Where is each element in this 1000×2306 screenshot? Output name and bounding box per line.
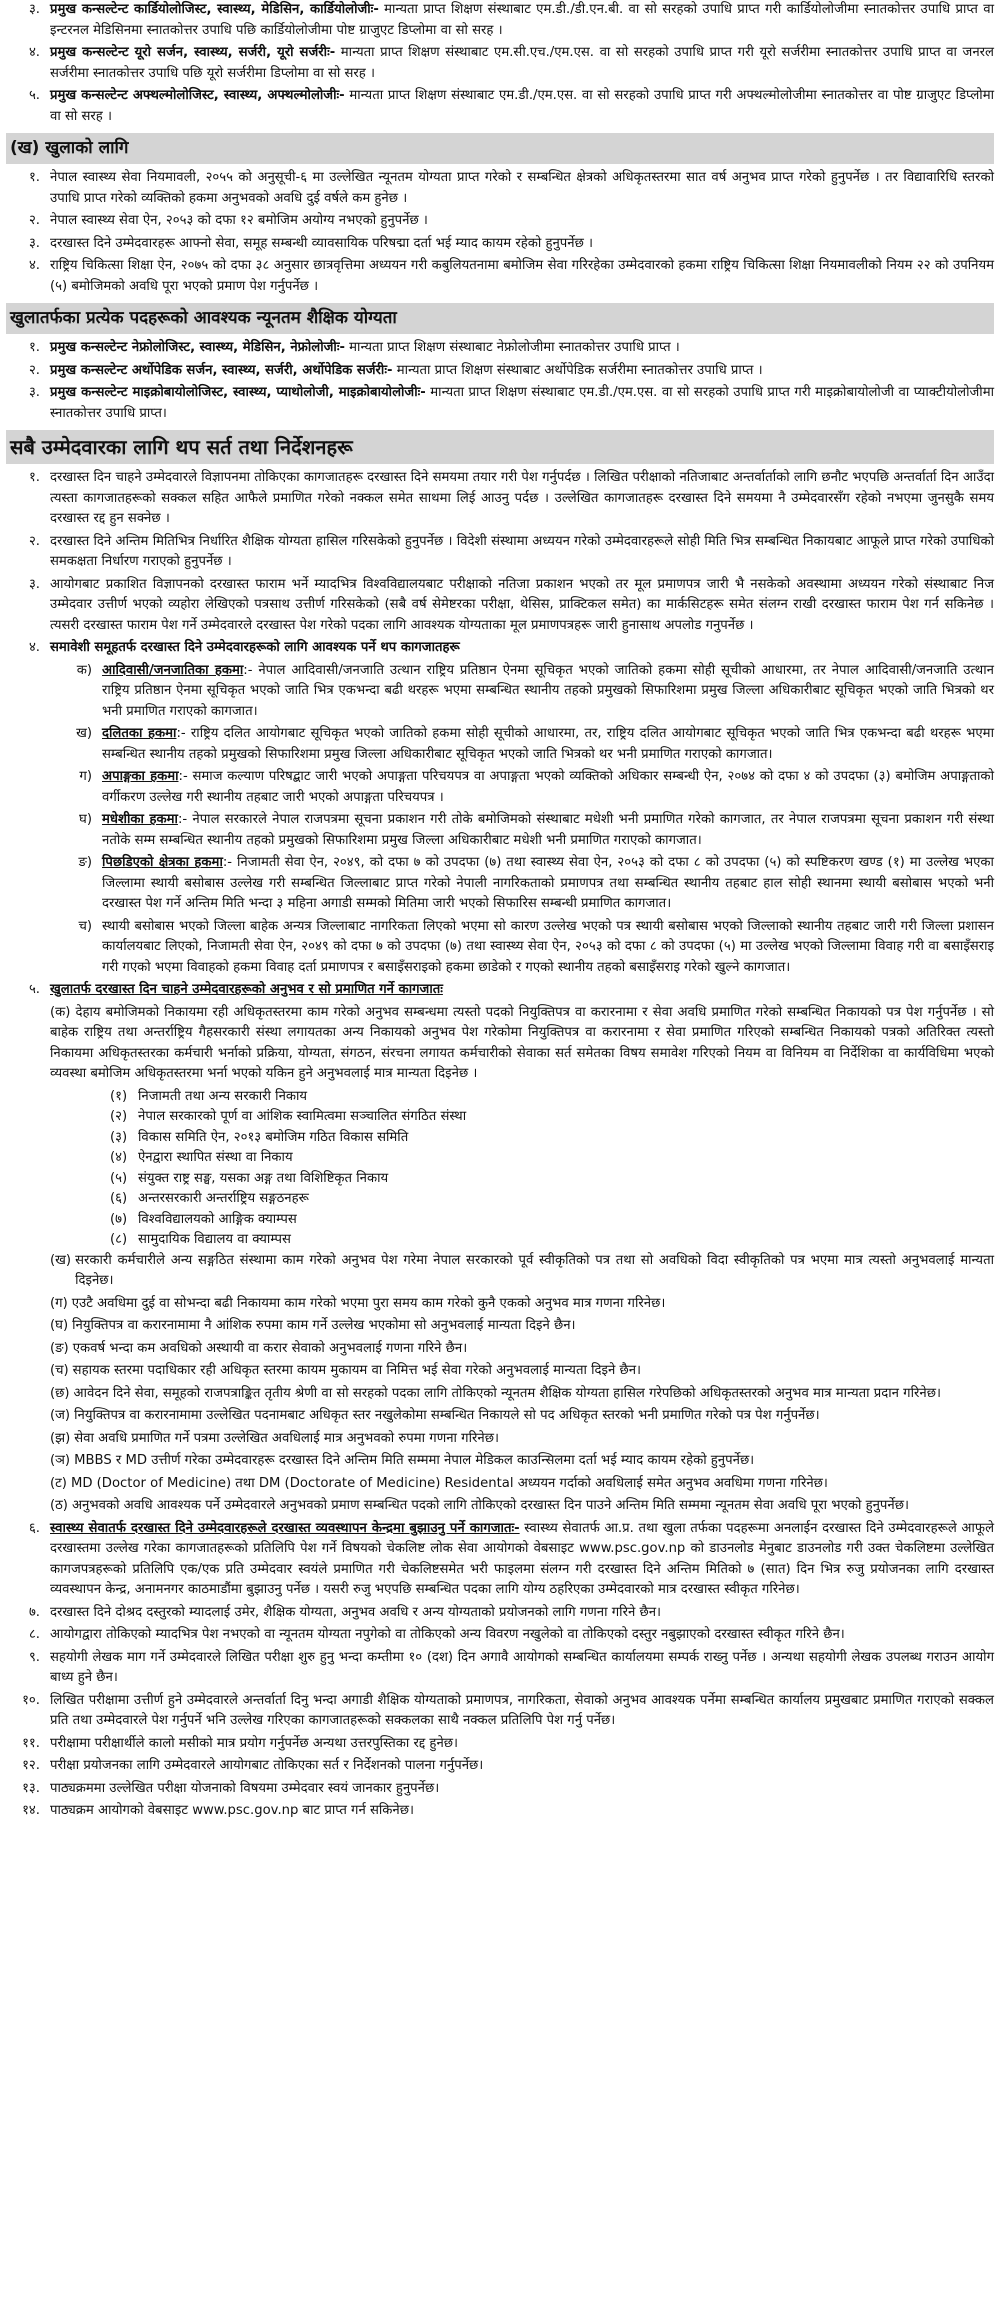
item-heading: प्रमुख कन्सल्टेन्ट यूरो सर्जन, स्वास्थ्य, सर्जरी, यूरो सर्जरीः- bbox=[50, 45, 336, 60]
org-item bbox=[110, 1087, 994, 1108]
org-item bbox=[110, 1107, 994, 1128]
list-number: ङ) bbox=[78, 855, 92, 870]
list-number: क) bbox=[76, 662, 92, 678]
item-text: सहायक स्तरमा पदाधिकार रही अधिकृत स्तरमा कायम मुकायम वा निमित्त भई सेवा गरेको अनुभवलाई मान्यता दिइने छैन। bbox=[72, 1363, 642, 1378]
list-number: २. bbox=[28, 362, 40, 378]
item-label: आदिवासी/जनजातिका हकमा bbox=[102, 662, 244, 678]
list-number: १. bbox=[28, 340, 40, 355]
general-instructions-heading: सबै उम्मेदवारका लागि थप सर्त तथा निर्देशनहरू bbox=[6, 430, 994, 464]
item-body: दरखास्त दिने दोश्रद दस्तुरको म्यादलाई उमेर, शैक्षिक योग्यता, अनुभव अवधि र अन्य योग्यताको प्रयोजनको लागि गणना गरिने छैन। bbox=[50, 1604, 662, 1620]
item-body: मान्यता प्राप्त शिक्षण संस्थाबाट एम.डी./एम.एस. वा सो सरहको उपाधि प्राप्त गरी अफ्थल्मोलोजीमा स्नातकोत्तर वा पोष्ट ग्राजुएट डिप्लोमा वा सो सरह । bbox=[50, 88, 994, 124]
list-text bbox=[102, 853, 994, 915]
item-text: सरकारी कर्मचारीले अन्य सङ्गठित संस्थामा काम गरेको अनुभव पेश गरेमा नेपाल सरकारको पूर्व स्वीकृतिको पत्र तथा सो अवधिको विदा स्वीकृतिको पत्र भएमा मात्र त्यस्तो अनुभवलाई मान्यता दिइनेछ। bbox=[75, 1252, 994, 1288]
item-number: (ख) bbox=[50, 1252, 72, 1268]
list-text bbox=[50, 1519, 994, 1601]
item-body: स्वास्थ्य सेवातर्फ आ.प्र. तथा खुला तर्फका पदहरूमा अनलाईन दरखास्त दिने उम्मेदवारहरूले आफूले दरखास्तमा उल्लेख गरेका कागजातहरूको प्रतिलिपि पेश गर्ने विषयको चेकलिष्ट लोक सेवा आयोगको वेबसाइट www.psc.gov.np को डाउनलोड मेनुबाट डाउनलोड गरी उक्त चेकलिष्टमा उल्लेखित कागजपत्रहरूको प्रतिलिपि एक/एक प्रति उम्मेदवार स्वयंले प्रमाणित गरी चेकलिष्टसमेत भरी फाइलमा संलग्न गरी दरखास्त दिने अन्तिम मितिको ७ (सात) दिन भित्र रुजु प्रयोजनका लागि दरखास्त व्यवस्थापन केन्द्र, अनामनगर काठमाडौंमा बुझाउनु पर्नेछ । यसरी रुजु भएपछि सम्बन्धित पदका लागि योग्य ठहरिएका उम्मेदवारको मात्र दरखास्त स्वीकृत गरिनेछ। bbox=[50, 1520, 995, 1597]
item-body: दरखास्त दिने अन्तिम मितिभित्र निर्धारित शैक्षिक योग्यता हासिल गरिसकेको हुनुपर्नेछ । विदेशी संस्थामा अध्ययन गरेको उम्मेदवारहरूले सोही मिति भित्र सम्बन्धित निकायबाट आफूले प्राप्त गरेको उपाधिको समकक्षता निर्धारण गराएको हुनुपर्नेछ । bbox=[50, 533, 994, 569]
item-number: (छ) bbox=[50, 1385, 70, 1401]
list-number: १३. bbox=[22, 1780, 40, 1796]
org-number: (४) bbox=[110, 1150, 128, 1165]
org-item bbox=[110, 1148, 994, 1169]
experience-item bbox=[50, 1429, 994, 1450]
item-heading: प्रमुख कन्सल्टेन्ट नेफ्रोलोजिस्ट, स्वास्थ्य, मेडिसिन, नेफ्रोलोजीः- bbox=[50, 340, 345, 355]
list-item bbox=[6, 1756, 994, 1777]
item-number: (च) bbox=[50, 1363, 69, 1378]
item-text: आवेदन दिने सेवा, समूहको राजपत्राङ्कित तृतीय श्रेणी वा सो सरहको पदका लागि तोकिएको न्यूनतम शैक्षिक योग्यता हासिल गरेपछिको अधिकृतस्तरको अनुभव मात्र मान्यता प्रदान गरिनेछ। bbox=[73, 1385, 941, 1401]
list-number: ५. bbox=[28, 88, 40, 103]
list-number: ५. bbox=[28, 982, 40, 997]
inclusive-heading-row bbox=[6, 638, 994, 659]
item-number: (ञ) bbox=[50, 1453, 71, 1468]
item-body: :- निजामती सेवा ऐन, २०४९, को दफा ७ को उपदफा (७) तथा स्वास्थ्य सेवा ऐन, २०५३ को दफा ८ को उपदफा (५) को स्पष्टिकरण खण्ड (१) मा उल्लेख भएका जिल्लामा स्थायी बसोबास उल्लेख गरी सम्बन्धित जिल्लाबाट प्राप्त गरेको नेपाली नागरिकताको प्रमाणपत्र तथा सम्बन्धित स्थानीय तहबाट हाल सोही स्थानमा स्थायी बसोबास भएको भनी दरखास्त पेश गर्ने अन्तिम मिति भन्दा ३ महिना अगाडी सम्मको मितिमा जारी भएको सिफारिस सम्बन्धी प्रमाणित कागजात। bbox=[102, 855, 994, 911]
item-text: अनुभवको अवधि आवश्यक पर्ने उम्मेदवारले अनुभवको प्रमाण सम्बन्धित पदको लागि तोकिएको दरखास्त दिन पाउने अन्तिम मिति सम्ममा न्यूनतम सेवा अवधि पूरा भएको हुनुपर्नेछ। bbox=[71, 1498, 909, 1513]
experience-item bbox=[50, 1294, 994, 1315]
experience-item bbox=[50, 1251, 994, 1292]
item-text: MBBS र MD उत्तीर्ण गरेका उम्मेदवारहरू दरखास्त दिने अन्तिम मिति सम्ममा नेपाल मेडिकल काउन्सिलमा दर्ता भई म्याद कायम रहेको हुनुपर्नेछ। bbox=[74, 1453, 755, 1468]
item-number: (ङ) bbox=[50, 1340, 69, 1356]
list-text bbox=[50, 1779, 994, 1800]
item-body: दरखास्त दिन चाहने उम्मेदवारले विज्ञापनमा तोकिएका कागजातहरू दरखास्त दिने समयमा तयार गरी पेश गर्नुपर्दछ । लिखित परीक्षाको नतिजाबाट अन्तर्वार्ताको लागि छनौट भएपछि अन्तर्वार्ता दिन आउँदा त्यस्ता कागजातहरूको सक्कल सहित आफैले प्रमाणित गरेको नक्कल समेत साथमा लिई आउनु पर्दछ । उल्लेखित कागजातहरू दरखास्त दिने समयमा नै उम्मेदवारसँग रहेको नभएमा जुनसुकै समय दरखास्त रद्द हुन सक्नेछ । bbox=[50, 470, 994, 526]
list-text bbox=[50, 1691, 994, 1732]
item-body: परीक्षा प्रयोजनका लागि उम्मेदवारले आयोगबाट तोकिएका सर्त र निर्देशनको पालना गर्नुपर्नेछ। bbox=[50, 1758, 484, 1773]
inclusive-list bbox=[6, 661, 994, 979]
org-number: (३) bbox=[110, 1129, 128, 1145]
list-number: ग) bbox=[79, 769, 92, 784]
experience-heading: खुलातर्फ दरखास्त दिन चाहने उम्मेदवारहरूको अनुभव र सो प्रमाणित गर्ने कागजातः bbox=[50, 982, 443, 997]
org-text: ऐनद्वारा स्थापित संस्था वा निकाय bbox=[138, 1150, 293, 1165]
org-number: (६) bbox=[110, 1191, 128, 1206]
item-body: :- नेपाल सरकारले नेपाल राजपत्रमा सूचना प्रकाशन गरी तोके बमोजिमको संस्थाबाट मधेशी भनी प्रमाणित गरेको कागजात, तर नेपाल राजपत्रमा सूचना प्रकाशन गरी संस्था नतोके सम्म सम्बन्धित स्थानीय तहको प्रमुखको सिफारिशमा प्रमुख जिल्ला अधिकारीबाट मधेशी भनी प्रमाणित गराएको कागजात। bbox=[102, 812, 994, 848]
list-item bbox=[6, 256, 994, 297]
list-item bbox=[6, 211, 994, 232]
org-item bbox=[110, 1128, 994, 1149]
list-text bbox=[50, 383, 994, 424]
org-list bbox=[6, 1087, 994, 1251]
list-text bbox=[50, 234, 994, 255]
list-text bbox=[50, 0, 994, 41]
item-text: सेवा अवधि प्रमाणित गर्ने पत्रमा उल्लेखित अवधिलाई मात्र अनुभवको रुपमा गणना गरिनेछ। bbox=[74, 1430, 499, 1446]
list-number: ४. bbox=[28, 258, 40, 273]
org-item bbox=[110, 1210, 994, 1231]
list-number: १४. bbox=[22, 1803, 40, 1818]
item-body: परीक्षामा परीक्षार्थीले कालो मसीको मात्र प्रयोग गर्नुपर्नेछ अन्यथा उत्तरपुस्तिका रद्द हुनेछ। bbox=[50, 1735, 459, 1751]
list-text bbox=[50, 1801, 994, 1822]
experience-ka-text: (क) देहाय बमोजिमको निकायमा रही अधिकृतस्तरमा काम गरेको अनुभव सम्बन्धमा त्यस्तो पदको नियुक्तिपत्र वा करारनामा र सेवा अवधि प्रमाणित गरेको सम्बन्धित निकायको पत्र पेश गर्नुपर्नेछ । सो बाहेक राष्ट्रिय तथा अन्तर्राष्ट्रिय गैहसरकारी संस्था लगायतका अन्य निकायको अनुभव पेश गरेकोमा नियुक्तिपत्र वा करारनामा र सेवा प्रमाणित गरिएको सम्बन्धित निकायको पत्रको अतिरिक्त त्यस्तो निकायमा अधिकृतस्तरका कर्मचारी भर्नाको प्रक्रिया, योग्यता, संगठन, संरचना लगायत कर्मचारीको सेवाका सर्त समेतका विषय समावेश गरिएको नियम वा विनियम वा निर्देशिका वा कार्यविधिमा भएको व्यवस्था बमोजिम अधिकृतस्तरमा भर्ना भएको यकिन हुने अनुभवलाई मात्र मान्यता दिइनेछ । bbox=[50, 1004, 994, 1081]
item-heading: स्वास्थ्य सेवातर्फ दरखास्त दिने उम्मेदवारहरूले दरखास्त व्यवस्थापन केन्द्रमा बुझाउनु पर्ने कागजातः- bbox=[50, 1520, 520, 1536]
item-body: सहयोगी लेखक माग गर्ने उम्मेदवारले लिखित परीक्षा शुरु हुनु भन्दा कम्तीमा १० (दश) दिन अगावै आयोगको सम्बन्धित कार्यालयमा सम्पर्क राख्नु पर्नेछ । अन्यथा सहयोगी लेखक उपलब्ध गराउन आयोग बाध्य हुने छैन। bbox=[50, 1649, 994, 1685]
experience-item bbox=[50, 1406, 994, 1427]
list-number: ३. bbox=[28, 235, 40, 251]
list-item bbox=[6, 853, 994, 915]
list-number: ९. bbox=[28, 1649, 40, 1665]
item-number: (घ) bbox=[50, 1318, 69, 1333]
list-text bbox=[50, 1648, 994, 1689]
list-item bbox=[6, 1691, 994, 1732]
org-item bbox=[110, 1230, 994, 1251]
khula-education-list bbox=[6, 338, 994, 424]
list-item bbox=[6, 575, 994, 637]
experience-item bbox=[50, 1384, 994, 1405]
list-item bbox=[6, 86, 994, 127]
item-heading: प्रमुख कन्सल्टेन्ट कार्डियोलोजिस्ट, स्वास्थ्य, मेडिसिन, कार्डियोलोजीः- bbox=[50, 2, 379, 17]
item-body: मान्यता प्राप्त शिक्षण संस्थाबाट नेफ्रोलोजीमा स्नातकोत्तर उपाधि प्राप्त । bbox=[344, 340, 680, 355]
org-text: विश्वविद्यालयको आङ्गिक क्याम्पस bbox=[138, 1211, 297, 1227]
list-item bbox=[6, 661, 994, 723]
item-label: मधेशीका हकमा bbox=[102, 812, 178, 827]
list-number: २. bbox=[28, 213, 40, 228]
item-number: (ग) bbox=[50, 1295, 68, 1311]
list-item bbox=[6, 810, 994, 851]
item-body: स्थायी बसोबास भएको जिल्ला बाहेक अन्यत्र जिल्लाबाट नागरिकता लिएको भएमा सो कारण उल्लेख भएको पत्र स्थायी बसोबास भएको जिल्लाको स्थानीय तहबाट जारी गरी जिल्ला प्रशासन कार्यालयबाट लिएको, निजामती सेवा ऐन, २०४९ को दफा ७ को उपदफा (७) तथा स्वास्थ्य सेवा ऐन, २०५३ को दफा ८ को उपदफा (५) मा उल्लेख भएको जिल्लामा विवाह गरी वा बसाइँसराइ गरी गएको भएमा विवाहको हकमा विवाह दर्ता प्रमाणपत्र र बसाइँसराइको हकमा छाडेको र गएको स्थानीय तहको बसाइँसराइ गरेको खुल्ने कागजात। bbox=[102, 918, 994, 975]
item-text: नियुक्तिपत्र वा करारनामामा नै आंशिक रुपमा काम गर्ने उल्लेख भएकोमा सो अनुभवलाई मान्यता दिइने छैन। bbox=[72, 1318, 576, 1333]
item-text: नियुक्तिपत्र वा करारनामामा उल्लेखित पदनामबाट अधिकृत स्तर नखुलेकोमा सम्बन्धित निकायले सो पद अधिकृत स्तरको भनी प्रमाणित गरेको पत्र पेश गर्नुपर्नेछ। bbox=[74, 1408, 820, 1423]
item-body: पाठ्यक्रम आयोगको वेबसाइट www.psc.gov.np बाट प्राप्त गर्न सकिनेछ। bbox=[50, 1803, 414, 1818]
top-qualification-list bbox=[6, 0, 994, 127]
list-text bbox=[102, 724, 994, 765]
item-number: (ट) bbox=[50, 1475, 67, 1491]
list-number: ४. bbox=[28, 45, 40, 60]
list-number: १. bbox=[28, 170, 40, 185]
list-item bbox=[6, 383, 994, 424]
list-text bbox=[50, 43, 994, 84]
inclusive-heading: समावेशी समूहतर्फ दरखास्त दिने उम्मेदवारहरूको लागि आवश्यक पर्ने थप कागजातहरू bbox=[50, 640, 460, 655]
item-heading: प्रमुख कन्सल्टेन्ट अफ्थल्मोलोजिस्ट, स्वास्थ्य, अफ्थल्मोलोजीः- bbox=[50, 88, 345, 103]
org-number: (२) bbox=[110, 1109, 128, 1124]
item-body: :- नेपाल आदिवासी/जनजाति उत्थान राष्ट्रिय प्रतिष्ठान ऐनमा सूचिकृत भएको जातिको हकमा सोही सूचीको आधारमा, तर नेपाल आदिवासी/जनजाति उत्थान राष्ट्रिय प्रतिष्ठान ऐनमा सूचिकृत भएको जाति भित्र एकभन्दा बढी थरहरू भएमा सम्बन्धित स्थानीय तहको प्रमुखको सिफारिशमा प्रमुख जिल्ला अधिकारीबाट सूचिकृत भएको जाति भित्रको थर भनी प्रमाणित गराएको कागजात। bbox=[102, 662, 994, 719]
list-number: १२. bbox=[22, 1758, 40, 1773]
org-number: (८) bbox=[110, 1232, 128, 1247]
list-item bbox=[6, 1801, 994, 1822]
item-number: (ज) bbox=[50, 1408, 71, 1423]
khula-education-heading: खुलातर्फका प्रत्येक पदहरूको आवश्यक न्यूनतम शैक्षिक योग्यता bbox=[6, 303, 994, 334]
org-text: संयुक्त राष्ट्र सङ्घ, यसका अङ्ग तथा विशिष्टिकृत निकाय bbox=[138, 1170, 389, 1186]
org-text: अन्तरसरकारी अन्तर्राष्ट्रिय सङ्गठनहरू bbox=[138, 1191, 309, 1206]
list-text bbox=[102, 767, 994, 808]
item-number: (झ) bbox=[50, 1430, 71, 1446]
list-number: ३. bbox=[28, 576, 40, 592]
item-body: मान्यता प्राप्त शिक्षण संस्थाबाट अर्थोपेडिक सर्जरीमा स्नातकोत्तर उपाधि प्राप्त । bbox=[392, 362, 763, 378]
list-item bbox=[6, 1779, 994, 1800]
experience-rest-list bbox=[6, 1251, 994, 1517]
list-text bbox=[50, 468, 994, 530]
list-item bbox=[6, 1625, 994, 1646]
list-number: घ) bbox=[79, 812, 92, 827]
list-text bbox=[50, 86, 994, 127]
experience-item bbox=[50, 1451, 994, 1472]
item-number: (ठ) bbox=[50, 1498, 68, 1513]
experience-item bbox=[50, 1474, 994, 1495]
tail-list bbox=[6, 1519, 994, 1822]
item-body: आयोगद्वारा तोकिएको म्यादभित्र पेश नभएको वा न्यूनतम योग्यता नपुगेको वा तोकिएको अन्य विवरण नखुलेको वा तोकिएको दस्तुर नबुझाएको दरखास्त स्वीकृत गरिने छैन। bbox=[50, 1627, 845, 1642]
list-text bbox=[50, 256, 994, 297]
item-body: आयोगबाट प्रकाशित विज्ञापनको दरखास्त फाराम भर्ने म्यादभित्र विश्वविद्यालयबाट परीक्षाको नतिजा प्रकाशन भएको तर मूल प्रमाणपत्र जारी भै नसकेको अवस्थामा अध्ययन गरेको संस्थाबाट निज उम्मेदवार उत्तीर्ण भएको व्यहोरा लेखिएको पत्रसाथ उत्तीर्ण गरिसकेको (सबै वर्ष सेमेष्टरका परीक्षा, थेसिस, प्राक्टिकल समेत) का मार्कसिटहरू समेत संलग्न राखी दरखास्त फाराम पेश गर्न सकिनेछ । त्यसरी दरखास्त फाराम पेश गर्ने उम्मेदवारले दरखास्त पेश गरेको पदका लागि आवश्यक योग्यताका मूल प्रमाणपत्रहरू जारी हुनासाथ अपलोड गनुपर्नेछ । bbox=[50, 576, 994, 633]
list-number: १०. bbox=[22, 1692, 40, 1708]
experience-item bbox=[50, 1361, 994, 1382]
list-item bbox=[6, 532, 994, 573]
list-number: ३. bbox=[28, 385, 40, 400]
list-number: ३. bbox=[28, 2, 40, 17]
kha-list bbox=[6, 168, 994, 297]
list-text bbox=[50, 575, 994, 637]
list-item bbox=[6, 468, 994, 530]
list-item bbox=[6, 1734, 994, 1755]
item-heading: प्रमुख कन्सल्टेन्ट माइक्रोबायोलोजिस्ट, स्वास्थ्य, प्याथोलोजी, माइक्रोबायोलोजीः- bbox=[50, 385, 426, 400]
org-text: नेपाल सरकारको पूर्ण वा आंशिक स्वामित्वमा सञ्चालित संगठित संस्था bbox=[138, 1109, 467, 1124]
list-item bbox=[6, 767, 994, 808]
list-number: २. bbox=[28, 533, 40, 549]
list-number: ४. bbox=[28, 640, 40, 655]
list-item bbox=[6, 43, 994, 84]
org-text: सामुदायिक विद्यालय वा क्याम्पस bbox=[138, 1232, 291, 1247]
list-text bbox=[50, 1603, 994, 1624]
item-body: :- राष्ट्रिय दलित आयोगबाट सूचिकृत भएको जातिको हकमा सोही सूचीको आधारमा, तर, राष्ट्रिय दलित आयोगबाट सूचिकृत भएको जाति भित्र एकभन्दा बढी थरहरू भएमा सम्बन्धित स्थानीय तहको प्रमुखको सिफारिशमा प्रमुख जिल्ला अधिकारीबाट सूचिकृत भएको जाति भित्रको थर भनी प्रमाणित गराएको कागजात। bbox=[102, 726, 994, 762]
list-item bbox=[6, 168, 994, 209]
list-text bbox=[50, 532, 994, 573]
org-item bbox=[110, 1169, 994, 1190]
org-text: विकास समिति ऐन, २०१३ बमोजिम गठित विकास समिति bbox=[138, 1129, 409, 1145]
list-number: ६. bbox=[28, 1520, 40, 1536]
experience-item bbox=[50, 1339, 994, 1360]
list-text bbox=[50, 1756, 994, 1777]
list-number: ८. bbox=[28, 1627, 40, 1642]
item-body: नेपाल स्वास्थ्य सेवा नियमावली, २०५५ को अनुसूची-६ मा उल्लेखित न्यूनतम योग्यता प्राप्त गरेको र सम्बन्धित क्षेत्रको अधिकृतस्तरमा सात वर्ष अनुभव प्राप्त गरेको हुनुपर्नेछ । तर विद्यावारिधि स्तरको उपाधि प्राप्त गरेको व्यक्तिको हकमा अनुभवको अवधि दुई वर्षले कम हुनेछ । bbox=[50, 170, 994, 206]
list-number: १. bbox=[28, 470, 40, 485]
general-list bbox=[6, 468, 994, 636]
item-text: एकवर्ष भन्दा कम अवधिको अस्थायी वा करार सेवाको अनुभवलाई गणना गरिने छैन। bbox=[72, 1340, 468, 1356]
item-text: MD (Doctor of Medicine) तथा DM (Doctorate of Medicine) Residental अध्ययन गर्दाको अवधिलाई समेत अनुभव अवधिमा गणना गरिनेछ। bbox=[70, 1475, 828, 1491]
list-item bbox=[6, 338, 994, 359]
list-item bbox=[6, 1603, 994, 1624]
experience-ka-row bbox=[50, 1003, 994, 1085]
list-item bbox=[6, 361, 994, 382]
experience-heading-row bbox=[6, 980, 994, 1001]
org-item bbox=[110, 1189, 994, 1210]
list-text bbox=[50, 338, 994, 359]
list-number: ७. bbox=[28, 1604, 40, 1620]
item-label: पिछडिएको क्षेत्रका हकमा bbox=[102, 855, 223, 870]
item-body: लिखित परीक्षामा उत्तीर्ण हुने उम्मेदवारले अन्तर्वार्ता दिनु भन्दा अगाडी शैक्षिक योग्यताको प्रमाणपत्र, नागरिकता, सेवाको अनुभव आवश्यक पर्नेमा सम्बन्धित कार्यालय प्रमुखबाट प्रमाणित गराएको सक्कल प्रति तथा उम्मेदवारले पेश गर्नुपर्ने भनि उल्लेख गरिएका कागजातहरूको सक्कलका साथै नक्कल प्रतिलिपि पेश गर्नु पर्नेछ। bbox=[50, 1692, 994, 1728]
list-text bbox=[50, 361, 994, 382]
item-body: :- समाज कल्याण परिषद्बाट जारी भएको अपाङ्गता परिचयपत्र वा अपाङ्गता भएको व्यक्तिको अधिकार सम्बन्धी ऐन, २०७४ को दफा ४ को उपदफा (३) बमोजिम अपाङ्गताको वर्गीकरण उल्लेख गरी स्थानीय तहबाट जारी भएको अपाङ्गता परिचयपत्र । bbox=[102, 769, 994, 805]
list-text bbox=[50, 168, 994, 209]
org-number: (१) bbox=[110, 1088, 128, 1104]
list-text bbox=[50, 1734, 994, 1755]
item-body: राष्ट्रिय चिकित्सा शिक्षा ऐन, २०७५ को दफा ३८ अनुसार छात्रवृत्तिमा अध्ययन गरी कबुलियतनामा बमोजिम सेवा गरिरहेका उम्मेदवारको हकमा राष्ट्रिय चिकित्सा शिक्षा नियमावलीको नियम २२ को उपनियम (५) बमोजिमको अवधि पूरा भएको प्रमाण पेश गर्नुपर्नेछ । bbox=[50, 258, 994, 294]
list-text bbox=[50, 1625, 994, 1646]
list-item bbox=[6, 0, 994, 41]
list-number: ख) bbox=[76, 726, 92, 741]
list-text bbox=[102, 661, 994, 723]
list-item bbox=[6, 1648, 994, 1689]
item-body: मान्यता प्राप्त शिक्षण संस्थाबाट एम.डी./डी.एन.बी. वा सो सरहको उपाधि प्राप्त गरी कार्डियोलोजीमा स्नातकोत्तर उपाधि प्राप्त वा इन्टरनल मेडिसिनमा स्नातकोत्तर उपाधि पछि कार्डियोलोजीमा पोष्ट ग्राजुएट डिप्लोमा वा सो सरह । bbox=[50, 2, 994, 38]
list-text bbox=[102, 810, 994, 851]
list-item bbox=[6, 917, 994, 979]
section-kha-heading: (ख) खुलाको लागि bbox=[6, 133, 994, 164]
item-label: दलितका हकमा bbox=[102, 726, 177, 741]
item-text: एउटै अवधिमा दुई वा सोभन्दा बढी निकायमा काम गरेको भएमा पुरा समय काम गरेको कुनै एकको अनुभव मात्र गणना गरिनेछ। bbox=[71, 1295, 666, 1311]
item-body: मान्यता प्राप्त शिक्षण संस्थाबाट एम.सी.एच./एम.एस. वा सो सरहको उपाधि प्राप्त गरी यूरो सर्जरीमा स्नातकोत्तर उपाधि प्राप्त वा जनरल सर्जरीमा स्नातकोत्तर उपाधि पछि यूरो सर्जरीमा डिप्लोमा वा सो सरह । bbox=[50, 45, 994, 81]
list-number: ११. bbox=[22, 1735, 40, 1751]
experience-item bbox=[50, 1496, 994, 1517]
list-item bbox=[6, 234, 994, 255]
org-number: (७) bbox=[110, 1211, 128, 1227]
item-heading: प्रमुख कन्सल्टेन्ट अर्थोपेडिक सर्जन, स्वास्थ्य, सर्जरी, अर्थोपेडिक सर्जरीः- bbox=[50, 362, 393, 378]
experience-item bbox=[50, 1316, 994, 1337]
list-text bbox=[102, 917, 994, 979]
item-body: पाठ्यक्रममा उल्लेखित परीक्षा योजनाको विषयमा उम्मेदवार स्वयं जानकार हुनुपर्नेछ। bbox=[50, 1780, 440, 1796]
org-number: (५) bbox=[110, 1170, 128, 1186]
item-label: अपाङ्गका हकमा bbox=[102, 769, 179, 784]
list-text bbox=[50, 211, 994, 232]
list-item bbox=[6, 1519, 994, 1601]
item-body: मान्यता प्राप्त शिक्षण संस्थाबाट एम.डी./एम.एस. वा सो सरहको उपाधि प्राप्त गरी माइक्रोबायोलोजी वा प्याक्टीयोलोजीमा स्नातकोत्तर उपाधि प्राप्त। bbox=[50, 385, 994, 421]
list-number: च) bbox=[78, 918, 92, 934]
org-text: निजामती तथा अन्य सरकारी निकाय bbox=[138, 1088, 308, 1104]
item-body: दरखास्त दिने उम्मेदवारहरू आफ्नो सेवा, समूह सम्बन्धी व्यावसायिक परिषद्मा दर्ता भई म्याद कायम रहेको हुनुपर्नेछ । bbox=[50, 235, 594, 251]
item-body: नेपाल स्वास्थ्य सेवा ऐन, २०५३ को दफा १२ बमोजिम अयोग्य नभएको हुनुपर्नेछ । bbox=[50, 213, 428, 228]
list-item bbox=[6, 724, 994, 765]
